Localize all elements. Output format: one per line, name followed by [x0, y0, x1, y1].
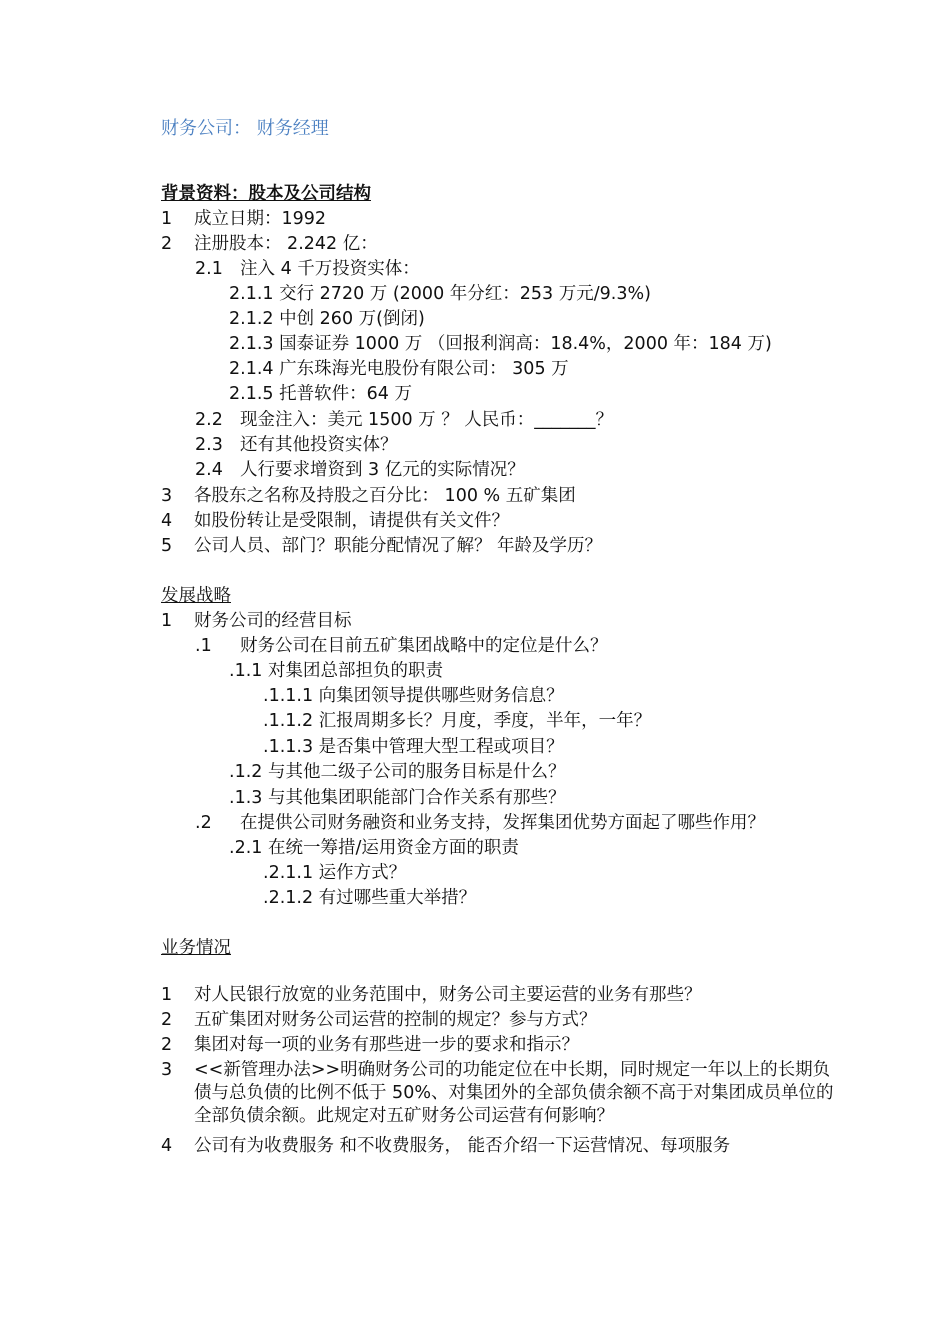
item-text: 各股东之名称及持股之百分比： 100 % 五矿集团 — [194, 486, 576, 506]
list-item — [161, 207, 327, 232]
item-text: 向集团领导提供哪些财务信息？ — [318, 686, 564, 706]
item-number: 3 — [161, 1060, 173, 1080]
item-number: 5 — [161, 536, 173, 556]
item-number: 2.2 — [195, 410, 223, 430]
item-number: 2.1.2 — [229, 309, 274, 329]
item-text: 注册股本： 2.242 亿： — [194, 234, 378, 254]
list-item — [161, 509, 509, 534]
item-text: 财务公司的经营目标 — [194, 611, 352, 631]
item-number: 4 — [161, 511, 173, 531]
list-item — [229, 357, 569, 382]
item-number: .1.3 — [229, 788, 263, 808]
list-item — [161, 609, 352, 634]
item-number: 2.3 — [195, 435, 223, 455]
item-text: 广东珠海光电股份有限公司： 305 万 — [279, 359, 569, 379]
item-number: .1 — [195, 636, 212, 656]
item-number: 2.1.4 — [229, 359, 274, 379]
list-item — [229, 659, 443, 684]
list-item — [195, 634, 608, 659]
item-number: 1 — [161, 611, 173, 631]
item-text: 与其他二级子公司的服务目标是什么？ — [267, 762, 566, 782]
item-number: 2.1.1 — [229, 284, 274, 304]
item-number: 2 — [161, 1010, 173, 1030]
item-text: 还有其他投资实体？ — [240, 435, 398, 455]
list-item — [161, 1008, 597, 1033]
list-item — [229, 282, 651, 307]
item-text: 运作方式？ — [318, 863, 407, 883]
list-item — [195, 458, 525, 483]
item-number: .1.2 — [229, 762, 263, 782]
list-item — [229, 307, 425, 332]
item-text: 成立日期：1992 — [194, 209, 327, 229]
business-heading: 业务情况 — [161, 938, 231, 958]
list-item — [161, 983, 702, 1008]
item-text: 公司人员、部门？职能分配情况了解？ 年龄及学历？ — [194, 536, 603, 556]
item-text: 交行 2720 万 (2000 年分红：253 万元/9.3%) — [279, 284, 651, 304]
item-text: 人行要求增资到 3 亿元的实际情况？ — [240, 460, 525, 480]
background-heading: 背景资料：股本及公司结构 — [161, 184, 371, 204]
item-text: 公司有为收费服务 和不收费服务， 能否介绍一下运营情况、每项服务 — [194, 1136, 731, 1156]
item-text: 与其他集团职能部门合作关系有那些？ — [267, 788, 566, 808]
item-number: .1.1.2 — [263, 711, 314, 731]
item-text: 注入 4 千万投资实体： — [240, 259, 420, 279]
list-item — [229, 760, 565, 785]
item-number: .2 — [195, 813, 212, 833]
list-item — [263, 886, 476, 911]
list-item — [161, 1058, 172, 1083]
item-text: 托普软件：64 万 — [279, 384, 412, 404]
item-text: 在统一筹措/运用资金方面的职责 — [267, 838, 519, 858]
list-item — [161, 484, 576, 509]
item-number: .2.1 — [229, 838, 263, 858]
list-item — [195, 408, 614, 433]
item-text: 国泰证券 1000 万 （回报利润高：18.4%，2000 年：184 万) — [279, 334, 772, 354]
item-text: 财务公司在目前五矿集团战略中的定位是什么？ — [240, 636, 608, 656]
item-number: .2.1.2 — [263, 888, 314, 908]
list-item — [229, 382, 412, 407]
item-number: .1.1.1 — [263, 686, 314, 706]
list-item — [263, 684, 564, 709]
strategy-heading: 发展战略 — [161, 586, 231, 606]
item-text: 集团对每一项的业务有那些进一步的要求和指示？ — [194, 1035, 579, 1055]
item-text: 有过哪些重大举措？ — [318, 888, 477, 908]
item-number: 1 — [161, 209, 173, 229]
list-item — [229, 836, 519, 861]
item-text: <<新管理办法>>明确财务公司的功能定位在中长期，同时规定一年以上的长期负债与总负债的比例不低于 50%、对集团外的全部负债余额不高于对集团成员单位的全部负债余额。此规定对五矿财务公司运营有何影响？ — [194, 1060, 834, 1126]
list-item — [195, 257, 420, 282]
item-text: 五矿集团对财务公司运营的控制的规定？参与方式？ — [194, 1010, 597, 1030]
list-item — [263, 735, 564, 760]
item-text: 对集团总部担负的职责 — [267, 661, 443, 681]
item-number: 2 — [161, 1035, 173, 1055]
item-number: 3 — [161, 486, 173, 506]
item-number: .1.1.3 — [263, 737, 314, 757]
item-number: 2.4 — [195, 460, 223, 480]
item-text: 对人民银行放宽的业务范围中，财务公司主要运营的业务有那些？ — [194, 985, 702, 1005]
item-number: 2.1.5 — [229, 384, 274, 404]
list-item — [161, 534, 603, 559]
item-number: 1 — [161, 985, 173, 1005]
list-item — [195, 811, 765, 836]
item-text: 现金注入：美元 1500 万 ？ 人民币：_______？ — [240, 410, 614, 430]
item-number: .2.1.1 — [263, 863, 314, 883]
document-title: 财务公司： 财务经理 — [161, 118, 329, 139]
item-text: 汇报周期多长？月度，季度，半年，一年？ — [318, 711, 652, 731]
list-item — [195, 433, 398, 458]
item-text: 是否集中管理大型工程或项目？ — [318, 737, 564, 757]
list-item — [161, 1033, 579, 1058]
list-item — [263, 709, 651, 734]
item-text: 在提供公司财务融资和业务支持，发挥集团优势方面起了哪些作用？ — [240, 813, 765, 833]
list-item — [229, 332, 772, 357]
item-text: 如股份转让是受限制，请提供有关文件？ — [194, 511, 509, 531]
list-item — [161, 1134, 731, 1159]
item-number: .1.1 — [229, 661, 263, 681]
item-number: 2.1 — [195, 259, 223, 279]
item-number: 4 — [161, 1136, 173, 1156]
list-item — [229, 786, 565, 811]
item-number: 2 — [161, 234, 173, 254]
item-number: 2.1.3 — [229, 334, 274, 354]
item-text: 中创 260 万(倒闭) — [279, 309, 425, 329]
list-item — [263, 861, 406, 886]
list-item — [161, 232, 378, 257]
